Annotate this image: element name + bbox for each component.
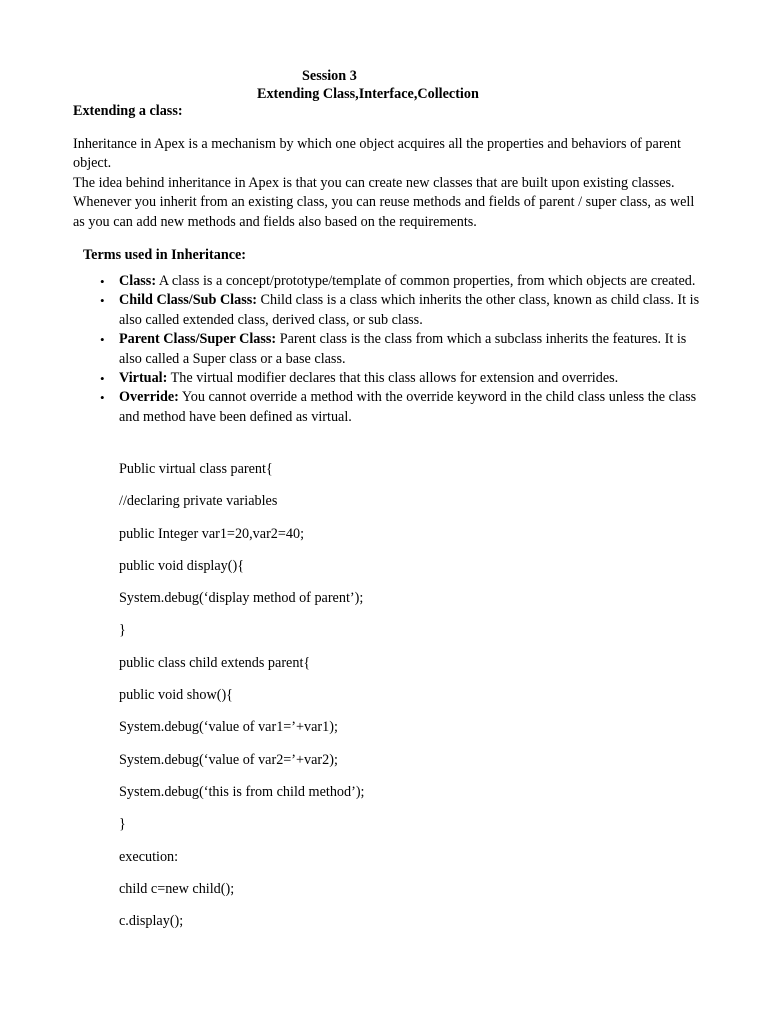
code-line: } <box>119 816 126 833</box>
term-definition: The virtual modifier declares that this class allows for extension and overrides. <box>167 370 619 387</box>
code-line: Public virtual class parent{ <box>119 461 273 477</box>
term-item <box>100 388 705 427</box>
code-line: System.debug(‘this is from child method’); <box>119 783 365 800</box>
code-line: System.debug(‘display method of parent’); <box>119 590 364 607</box>
terms-list <box>100 272 705 427</box>
idea-paragraph: The idea behind inheritance in Apex is that you can create new classes that are built upon existing classes. Whenever you inherit from an existing class, you can reuse methods and fields of parent / super class, as well as you can add new methods and fields also based on the requirements. <box>73 175 695 230</box>
bullet-icon: • <box>100 371 105 387</box>
terms-heading: Terms used in Inheritance: <box>83 247 247 263</box>
term-name: Child Class/Sub Class: <box>119 292 257 309</box>
bullet-icon: • <box>100 293 105 309</box>
term-item <box>100 272 705 291</box>
term-item <box>100 291 705 330</box>
intro-paragraph: Inheritance in Apex is a mechanism by which one object acquires all the properties and behaviors of parent object. <box>73 136 681 172</box>
term-definition: Parent class is the class from which a subclass inherits the features. It is also called a Super class or a base class. <box>119 331 687 367</box>
term-definition: You cannot override a method with the override keyword in the child class unless the class and method have been defined as virtual. <box>119 389 697 425</box>
section-heading: Extending a class: <box>73 103 183 119</box>
chapter-title: Extending Class,Interface,Collection <box>257 86 479 102</box>
code-line: public void show(){ <box>119 687 233 704</box>
term-definition: A class is a concept/prototype/template of common properties, from which objects are created. <box>156 273 696 289</box>
code-line: } <box>119 622 126 639</box>
code-line: System.debug(‘value of var1=’+var1); <box>119 719 338 736</box>
term-definition: Child class is a class which inherits the other class, known as child class. It is also called extended class, derived class, or sub class. <box>119 292 700 328</box>
bullet-icon: • <box>100 390 105 406</box>
bullet-icon: • <box>100 274 105 289</box>
code-block <box>119 460 365 944</box>
term-name: Class: <box>119 273 157 289</box>
bullet-icon: • <box>100 332 105 348</box>
code-line: public Integer var1=20,var2=40; <box>119 525 305 542</box>
term-name: Virtual: <box>119 370 168 387</box>
code-line: //declaring private variables <box>119 493 278 510</box>
code-line: child c=new child(); <box>119 880 235 897</box>
code-line: public class child extends parent{ <box>119 654 311 671</box>
code-line: c.display(); <box>119 913 184 930</box>
term-item <box>100 330 705 369</box>
code-line: execution: <box>119 848 179 865</box>
term-name: Parent Class/Super Class: <box>119 331 277 348</box>
term-item <box>100 369 705 388</box>
code-line: public void display(){ <box>119 557 245 574</box>
session-title: Session 3 <box>302 68 357 84</box>
term-name: Override: <box>119 389 179 406</box>
code-line: System.debug(‘value of var2=’+var2); <box>119 751 338 768</box>
